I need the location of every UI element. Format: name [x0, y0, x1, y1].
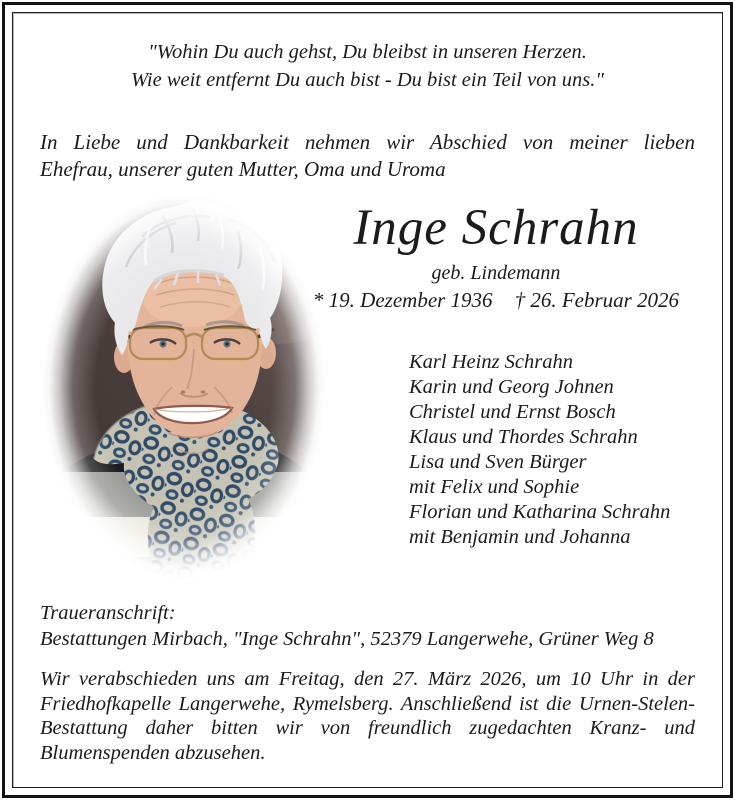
portrait-photo-illustration	[42, 197, 326, 584]
memorial-quote	[0, 38, 735, 94]
family-member: Lisa und Sven Bürger	[409, 451, 587, 473]
death-date: † 26. Februar 2026	[514, 288, 680, 312]
mourning-address-block	[40, 601, 654, 652]
family-member: Klaus und Thordes Schrahn	[409, 426, 638, 448]
family-member: Florian und Katharina Schrahn	[409, 501, 671, 523]
deceased-block	[300, 198, 692, 313]
mourning-address-label: Traueranschrift:	[40, 602, 176, 624]
intro-paragraph	[40, 129, 695, 183]
mourning-address: Bestattungen Mirbach, "Inge Schrahn", 52379 Langerwehe, Grüner Weg 8	[40, 627, 654, 650]
portrait-photo	[42, 197, 326, 584]
farewell-line: Wir verabschieden uns am Freitag, den 27. März 2026, um 10 Uhr in der	[40, 668, 695, 690]
family-member: Karl Heinz Schrahn	[409, 351, 573, 373]
farewell-line: Friedhofkapelle Langerwehe, Rymelsberg. Anschließend ist die Urnen-Stelen-	[40, 692, 695, 715]
family-member: Christel und Ernst Bosch	[409, 401, 616, 423]
birth-date: * 19. Dezember 1936	[312, 288, 493, 312]
quote-line: Wie weit entfernt Du auch bist - Du bist ein Teil von uns."	[130, 69, 605, 91]
farewell-line: Blumenspenden abzusehen.	[40, 741, 266, 764]
deceased-name: Inge Schrahn	[353, 200, 639, 256]
quote-line: "Wohin Du auch gehst, Du bleibst in unseren Herzen.	[148, 41, 587, 63]
family-list	[409, 350, 670, 550]
intro-line: Ehefrau, unserer guten Mutter, Oma und Uroma	[40, 157, 446, 181]
maiden-name: geb. Lindemann	[431, 262, 561, 284]
family-member: Karin und Georg Johnen	[409, 376, 614, 398]
family-member: mit Benjamin und Johanna	[409, 526, 631, 548]
life-dates	[300, 287, 692, 313]
intro-line: In Liebe und Dankbarkeit nehmen wir Abschied von meiner lieben	[40, 130, 695, 154]
farewell-line: Bestattung daher bitten wir von freundlich zugedachten Kranz- und	[40, 717, 695, 740]
family-member: mit Felix und Sophie	[409, 476, 580, 498]
farewell-paragraph	[40, 667, 695, 765]
